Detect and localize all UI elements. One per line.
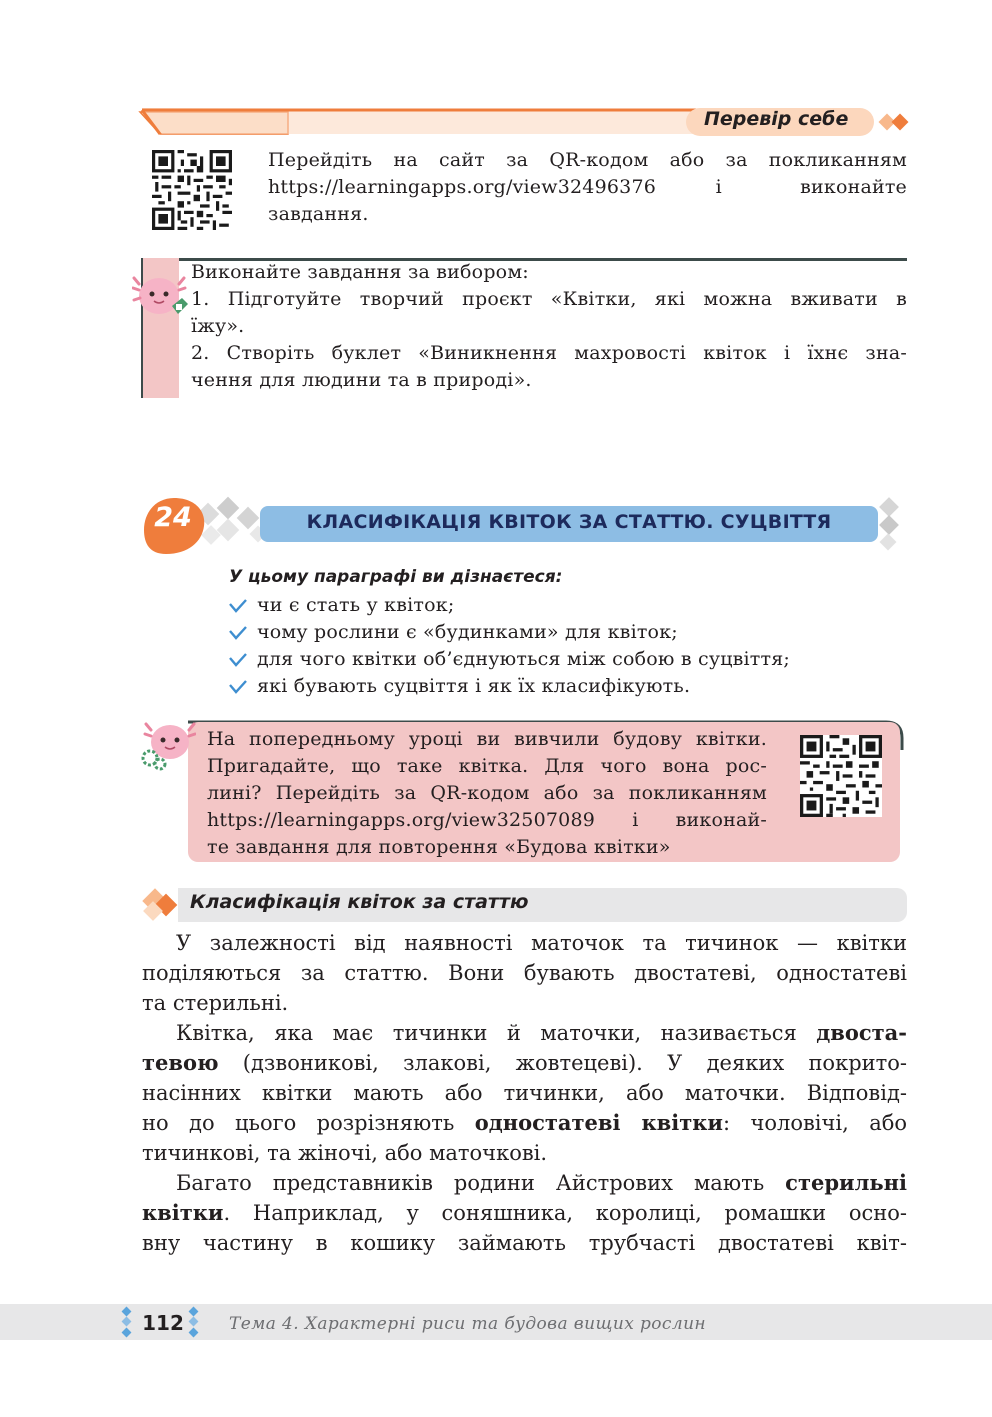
check-yourself-line3: завдання. xyxy=(268,203,369,225)
term-sterile: стерильні xyxy=(785,1170,907,1195)
check-yourself-title: Перевір себе xyxy=(704,108,849,130)
body-line xyxy=(142,1198,907,1228)
page-number: 112 xyxy=(142,1311,184,1335)
body-line: поділяються за статтю. Вони бувають двостатеві, одностатеві xyxy=(142,961,907,985)
list-item xyxy=(228,619,888,646)
list-item xyxy=(228,673,888,700)
body-line: тичинкові, та жіночі, або маточкові. xyxy=(142,1141,548,1165)
body-fragment: (дзвоникові, злакові, жовтецеві). У деяких покрито- xyxy=(218,1051,907,1075)
list-item xyxy=(228,592,888,619)
check-yourself-line1: Перейдіть на сайт за QR-кодом або за покликанням xyxy=(268,149,907,171)
body-line xyxy=(142,1018,907,1048)
learn-item-text: для чого квітки об’єднуються між собою в суцвіття; xyxy=(257,648,791,670)
checkmark-icon xyxy=(228,598,248,614)
axolotl-gears-mascot-icon xyxy=(140,716,196,772)
footer-topic: Тема 4. Характерні риси та будова вищих рослин xyxy=(229,1314,707,1334)
task-box-line4: 2. Створіть буклет «Виникнення махровості квіток і їхнє зна- xyxy=(191,342,907,364)
learn-list xyxy=(228,592,888,700)
task-box-line3: їжу». xyxy=(191,315,245,337)
list-item xyxy=(228,646,888,673)
learningapps-link[interactable]: https://learningapps.org/view32496376 xyxy=(268,176,657,198)
task-box-line5: чення для людини та в природі». xyxy=(191,369,532,391)
diamond-ornament-icon xyxy=(879,114,909,131)
body-fragment: но до цього розрізняють xyxy=(142,1111,475,1135)
learn-item-text: чому рослини є «будинками» для квіток; xyxy=(257,621,678,643)
learn-item-text: чи є стать у квіток; xyxy=(257,594,455,616)
subsection-title: Класифікація квіток за статтю xyxy=(190,891,529,913)
body-fragment: Квітка, яка має тичинки й маточки, називається xyxy=(176,1021,817,1045)
body-line: вну частину в кошику займають трубчасті двостатеві квіт- xyxy=(142,1231,907,1255)
body-fragment: . Наприклад, у соняшника, королиці, ромашки осно- xyxy=(223,1201,907,1225)
body-line xyxy=(142,1048,907,1078)
recall-line3: лині? Перейдіть за QR-кодом або за покликанням xyxy=(207,782,767,804)
check-yourself-line2 xyxy=(268,174,907,201)
recall-line2: Пригадайте, що таке квітка. Для чого вона рос- xyxy=(207,755,767,777)
body-line: насінних квітки мають або тичинки, або маточки. Відповід- xyxy=(142,1081,907,1105)
body-fragment: Багато представників родини Айстрових мають xyxy=(176,1171,786,1195)
term-sterile-end: квітки xyxy=(142,1200,224,1225)
body-line xyxy=(142,1108,907,1138)
body-line: У залежності від наявності маточок та тичинок — квітки xyxy=(176,931,907,955)
section-number: 24 xyxy=(154,502,192,533)
check-yourself-line2-rest: і виконайте xyxy=(715,176,907,198)
task-box-line2: 1. Підготуйте творчий проєкт «Квітки, які можна вживати в xyxy=(191,288,907,310)
recall-line5: те завдання для повторення «Будова квітки» xyxy=(207,836,671,858)
term-bisexual-end: тевою xyxy=(142,1050,219,1075)
body-line: та стерильні. xyxy=(142,991,289,1015)
checkmark-icon xyxy=(228,652,248,668)
qr-code-icon[interactable] xyxy=(152,150,232,230)
term-unisexual: одностатеві квітки xyxy=(474,1110,723,1135)
body-line xyxy=(142,1168,907,1198)
axolotl-mascot-icon xyxy=(132,268,190,322)
recall-text xyxy=(207,726,767,861)
checkmark-icon xyxy=(228,679,248,695)
qr-code-icon[interactable] xyxy=(800,735,882,817)
body-text xyxy=(142,928,907,1258)
diamond-ornament-icon xyxy=(140,886,186,924)
body-fragment: : чоловічі, або xyxy=(723,1111,907,1135)
term-bisexual: двоста- xyxy=(816,1020,907,1045)
task-box-line1: Виконайте завдання за вибором: xyxy=(191,261,529,283)
recall-line4[interactable]: https://learningapps.org/view32507089 і виконай- xyxy=(207,809,767,831)
recall-line1: На попередньому уроці ви вивчили будову квітки. xyxy=(207,728,767,750)
checkmark-icon xyxy=(228,625,248,641)
learn-heading: У цьому параграфі ви дізнаєтеся: xyxy=(229,567,563,587)
learn-item-text: які бувають суцвіття і як їх класифікують. xyxy=(257,675,691,697)
section-title: КЛАСИФІКАЦІЯ КВІТОК ЗА СТАТТЮ. СУЦВІТТЯ xyxy=(306,511,832,533)
